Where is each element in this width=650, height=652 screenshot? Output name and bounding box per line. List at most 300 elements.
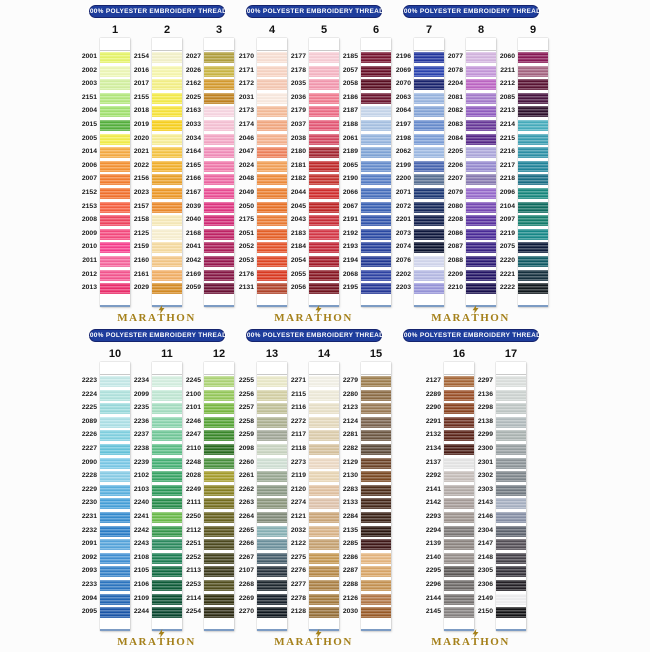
thread-color-swatch xyxy=(444,417,474,428)
thread-color-swatch xyxy=(100,147,130,158)
thread-color-swatch xyxy=(444,526,474,537)
thread-color-swatch xyxy=(444,553,474,564)
thread-code: 2145 xyxy=(425,608,441,616)
thread-color-swatch xyxy=(518,147,548,158)
thread-color-swatch xyxy=(204,553,234,564)
thread-code: 2196 xyxy=(395,53,411,60)
column-number-label: 7 xyxy=(425,24,433,36)
thread-code: 2223 xyxy=(81,377,97,384)
spool-columns xyxy=(235,23,392,307)
thread-code: 2036 xyxy=(290,93,306,101)
thread-code: 2030 xyxy=(342,608,358,616)
thread-color-swatch xyxy=(361,580,391,591)
thread-code: 2291 xyxy=(425,417,441,425)
thread-spool-strip xyxy=(100,38,130,307)
thread-color-swatch xyxy=(257,66,287,77)
marathon-logo: MARAT HON xyxy=(392,312,549,328)
logo-letter-t: T xyxy=(157,636,166,648)
thread-color-swatch xyxy=(152,283,182,294)
thread-chart-card xyxy=(78,329,235,649)
thread-code: 2181 xyxy=(290,161,306,169)
thread-code-list xyxy=(182,38,204,307)
thread-code: 2252 xyxy=(185,553,201,561)
thread-color-swatch xyxy=(100,566,130,577)
thread-color-swatch xyxy=(152,161,182,172)
thread-color-swatch xyxy=(309,594,339,605)
thread-code: 2194 xyxy=(342,256,358,264)
thread-code: 2051 xyxy=(238,229,254,237)
column-number-label: 16 xyxy=(452,348,466,360)
logo-letter-t: T xyxy=(314,312,323,324)
thread-color-swatch xyxy=(309,79,339,90)
thread-code: 2209 xyxy=(447,270,463,278)
thread-color-swatch xyxy=(309,458,339,469)
thread-code: 2273 xyxy=(290,458,306,466)
spool-column xyxy=(392,23,444,307)
thread-code: 2198 xyxy=(395,134,411,142)
thread-code: 2213 xyxy=(499,107,515,115)
thread-color-swatch xyxy=(361,376,391,387)
thread-code: 2269 xyxy=(238,594,254,602)
column-number-label: 11 xyxy=(161,348,173,360)
thread-color-swatch xyxy=(152,594,182,605)
thread-code: 2220 xyxy=(499,256,515,264)
thread-code: 2039 xyxy=(185,202,201,210)
thread-code: 2011 xyxy=(82,256,97,264)
thread-color-swatch xyxy=(204,485,234,496)
thread-color-swatch xyxy=(518,134,548,145)
thread-color-swatch xyxy=(257,403,287,414)
spool-cap-top xyxy=(257,38,287,51)
thread-code: 2154 xyxy=(133,53,149,60)
thread-code: 2284 xyxy=(342,512,358,520)
thread-code: 2025 xyxy=(185,93,201,101)
thread-color-swatch xyxy=(152,403,182,414)
thread-code: 2202 xyxy=(395,270,411,278)
thread-code-list xyxy=(78,38,100,307)
spool-cap-bottom xyxy=(496,621,526,631)
thread-code: 2127 xyxy=(425,377,441,384)
thread-code: 2098 xyxy=(238,444,254,452)
thread-chart-card xyxy=(392,5,549,325)
spool-cap-top xyxy=(152,362,182,375)
thread-color-swatch xyxy=(204,403,234,414)
thread-code: 2272 xyxy=(290,417,306,425)
thread-code: 2004 xyxy=(81,107,97,115)
thread-code: 2234 xyxy=(133,377,149,384)
thread-color-swatch xyxy=(466,188,496,199)
column-number-label: 4 xyxy=(268,24,276,36)
spool-cap-top xyxy=(361,38,391,51)
thread-code: 2069 xyxy=(395,66,411,74)
thread-code: 2162 xyxy=(185,80,201,88)
thread-code: 2221 xyxy=(499,270,515,278)
column-number-label: 5 xyxy=(320,24,328,36)
thread-color-swatch xyxy=(309,526,339,537)
thread-code: 2006 xyxy=(81,161,97,169)
thread-color-swatch xyxy=(152,566,182,577)
thread-code: 2285 xyxy=(342,540,358,548)
thread-color-swatch xyxy=(444,607,474,618)
thread-code: 2160 xyxy=(133,256,149,264)
thread-code: 2070 xyxy=(395,80,411,88)
thread-color-swatch xyxy=(100,106,130,117)
thread-code: 2019 xyxy=(133,120,149,128)
thread-code: 2206 xyxy=(447,161,463,169)
thread-color-swatch xyxy=(496,471,526,482)
thread-code: 2168 xyxy=(185,229,201,237)
column-number-label: 15 xyxy=(369,348,383,360)
card-header-banner: 100% POLYESTER EMBROIDERY THREAD xyxy=(403,5,539,18)
thread-color-swatch xyxy=(204,174,234,185)
thread-color-swatch xyxy=(152,229,182,240)
thread-code: 2152 xyxy=(81,188,97,196)
thread-code: 2071 xyxy=(395,188,411,196)
thread-color-swatch xyxy=(496,580,526,591)
thread-color-swatch xyxy=(100,498,130,509)
thread-color-swatch xyxy=(444,376,474,387)
thread-color-swatch xyxy=(361,498,391,509)
thread-code: 2100 xyxy=(185,390,201,398)
thread-code: 2115 xyxy=(291,390,306,398)
column-number-label: 13 xyxy=(265,348,279,360)
thread-color-swatch xyxy=(257,52,287,63)
thread-color-swatch xyxy=(100,79,130,90)
thread-code: 2002 xyxy=(81,66,97,74)
thread-code: 2001 xyxy=(81,53,97,60)
thread-color-swatch xyxy=(152,553,182,564)
thread-color-swatch xyxy=(414,52,444,63)
thread-color-swatch xyxy=(361,512,391,523)
thread-color-swatch xyxy=(361,242,391,253)
thread-color-swatch xyxy=(466,106,496,117)
thread-color-swatch xyxy=(100,607,130,618)
thread-code: 2047 xyxy=(238,148,254,156)
thread-code: 2263 xyxy=(238,499,254,507)
thread-color-swatch xyxy=(257,485,287,496)
thread-color-swatch xyxy=(257,594,287,605)
thread-color-swatch xyxy=(518,66,548,77)
thread-code: 2119 xyxy=(291,472,306,480)
thread-code: 2217 xyxy=(499,161,515,169)
thread-code: 2156 xyxy=(133,175,149,183)
thread-code: 2210 xyxy=(447,284,463,292)
thread-color-swatch xyxy=(100,270,130,281)
thread-code: 2288 xyxy=(342,580,358,588)
spool-column xyxy=(130,23,182,307)
thread-color-swatch xyxy=(152,270,182,281)
thread-color-swatch xyxy=(309,539,339,550)
thread-code: 2251 xyxy=(185,540,201,548)
card-header-banner: 100% POLYESTER EMBROIDERY THREAD xyxy=(403,329,539,342)
thread-code: 2161 xyxy=(133,270,149,278)
thread-color-swatch xyxy=(361,417,391,428)
thread-code: 2015 xyxy=(81,120,97,128)
spool-columns xyxy=(392,23,549,307)
thread-code: 2226 xyxy=(81,431,97,439)
thread-code: 2222 xyxy=(499,284,515,292)
thread-color-swatch xyxy=(100,512,130,523)
thread-code: 2205 xyxy=(447,148,463,156)
thread-code: 2112 xyxy=(186,526,201,534)
thread-color-swatch xyxy=(361,607,391,618)
thread-color-swatch xyxy=(152,66,182,77)
thread-code: 2151 xyxy=(81,93,97,101)
thread-color-swatch xyxy=(100,93,130,104)
thread-code: 2245 xyxy=(185,377,201,384)
spool-column xyxy=(287,23,339,307)
thread-color-swatch xyxy=(309,174,339,185)
thread-color-swatch xyxy=(257,134,287,145)
thread-color-swatch xyxy=(496,485,526,496)
thread-code: 2239 xyxy=(133,458,149,466)
thread-color-swatch xyxy=(309,106,339,117)
thread-code: 2061 xyxy=(342,134,358,142)
thread-code: 2247 xyxy=(185,431,201,439)
spool-cap-bottom xyxy=(100,621,130,631)
thread-color-swatch xyxy=(414,215,444,226)
thread-spool-strip xyxy=(100,362,130,631)
thread-code: 2215 xyxy=(499,134,515,142)
thread-code: 2076 xyxy=(395,256,411,264)
thread-color-swatch xyxy=(152,134,182,145)
thread-code-list xyxy=(287,38,309,307)
thread-color-swatch xyxy=(309,215,339,226)
thread-color-swatch xyxy=(444,485,474,496)
thread-color-swatch xyxy=(444,390,474,401)
spool-column-body xyxy=(287,38,339,307)
spool-cap-bottom xyxy=(309,621,339,631)
thread-color-swatch xyxy=(100,283,130,294)
thread-color-swatch xyxy=(152,52,182,63)
thread-color-swatch xyxy=(100,430,130,441)
logo-letter-t: T xyxy=(471,636,480,648)
thread-color-swatch xyxy=(466,161,496,172)
thread-color-swatch xyxy=(204,283,234,294)
thread-color-swatch xyxy=(466,66,496,77)
thread-code: 2190 xyxy=(342,175,358,183)
thread-code: 2106 xyxy=(133,580,149,588)
thread-color-swatch xyxy=(152,202,182,213)
thread-code: 2192 xyxy=(342,229,358,237)
thread-code: 2089 xyxy=(81,417,97,425)
thread-code: 2305 xyxy=(477,567,493,575)
card-header-banner: 100% POLYESTER EMBROIDERY THREAD xyxy=(89,5,225,18)
spool-column-body xyxy=(235,362,287,631)
thread-spool-strip xyxy=(466,38,496,307)
thread-code: 2179 xyxy=(290,107,306,115)
thread-color-swatch xyxy=(466,147,496,158)
thread-code: 2249 xyxy=(185,485,201,493)
thread-color-swatch xyxy=(257,120,287,131)
thread-code: 2144 xyxy=(425,594,441,602)
thread-color-swatch xyxy=(152,215,182,226)
thread-color-swatch xyxy=(496,376,526,387)
thread-code: 2270 xyxy=(238,608,254,616)
thread-code: 2296 xyxy=(425,580,441,588)
thread-code: 2052 xyxy=(238,243,254,251)
thread-code: 2148 xyxy=(477,553,493,561)
thread-color-swatch xyxy=(100,539,130,550)
thread-code: 2097 xyxy=(499,216,515,224)
spool-column-body xyxy=(444,38,496,307)
thread-code: 2003 xyxy=(81,80,97,88)
thread-code: 2267 xyxy=(238,553,254,561)
thread-code: 2016 xyxy=(133,66,149,74)
thread-color-swatch xyxy=(414,147,444,158)
thread-color-swatch xyxy=(414,202,444,213)
thread-color-swatch xyxy=(100,417,130,428)
thread-code: 2165 xyxy=(185,161,201,169)
thread-color-swatch xyxy=(309,430,339,441)
thread-code: 2055 xyxy=(290,270,306,278)
thread-color-swatch xyxy=(152,485,182,496)
thread-code: 2066 xyxy=(342,188,358,196)
thread-code: 2109 xyxy=(133,594,149,602)
spool-cap-top xyxy=(309,38,339,51)
thread-code: 2242 xyxy=(133,526,149,534)
thread-code: 2158 xyxy=(133,216,149,224)
thread-code: 2229 xyxy=(81,485,97,493)
lightning-bolt-icon xyxy=(158,629,165,638)
thread-color-swatch xyxy=(466,52,496,63)
thread-color-swatch xyxy=(361,229,391,240)
thread-code: 2262 xyxy=(238,485,254,493)
thread-color-swatch xyxy=(518,202,548,213)
thread-color-swatch xyxy=(100,485,130,496)
thread-code: 2180 xyxy=(290,148,306,156)
spool-cap-bottom xyxy=(466,297,496,307)
thread-spool-strip xyxy=(361,38,391,307)
thread-color-swatch xyxy=(496,539,526,550)
thread-code: 2038 xyxy=(290,134,306,142)
thread-spool-strip xyxy=(414,38,444,307)
lightning-bolt-icon xyxy=(472,305,479,314)
thread-code: 2166 xyxy=(185,175,201,183)
thread-code: 2238 xyxy=(133,444,149,452)
thread-code: 2286 xyxy=(342,553,358,561)
thread-code: 2104 xyxy=(499,202,515,210)
thread-code: 2075 xyxy=(499,243,515,251)
thread-code: 2068 xyxy=(342,270,358,278)
thread-chart-card xyxy=(235,5,392,325)
thread-code: 2250 xyxy=(185,512,201,520)
thread-code: 2135 xyxy=(342,526,358,534)
thread-code: 2254 xyxy=(185,608,201,616)
thread-code: 2042 xyxy=(185,256,201,264)
thread-color-swatch xyxy=(309,566,339,577)
thread-color-swatch xyxy=(204,580,234,591)
thread-code: 2193 xyxy=(342,243,358,251)
thread-code: 2091 xyxy=(81,540,97,548)
thread-code: 2103 xyxy=(133,485,149,493)
thread-code: 2121 xyxy=(290,512,306,520)
thread-color-swatch xyxy=(204,188,234,199)
thread-code: 2093 xyxy=(81,567,97,575)
thread-code: 2060 xyxy=(499,53,515,60)
thread-color-swatch xyxy=(361,270,391,281)
thread-color-swatch xyxy=(518,79,548,90)
thread-code: 2122 xyxy=(290,540,306,548)
thread-color-swatch xyxy=(152,580,182,591)
logo-letter-t: T xyxy=(471,312,480,324)
thread-color-swatch xyxy=(309,553,339,564)
spool-columns xyxy=(392,347,549,631)
thread-code: 2088 xyxy=(447,256,463,264)
thread-code: 2259 xyxy=(238,431,254,439)
spool-column xyxy=(422,347,474,631)
spool-cap-top xyxy=(496,362,526,375)
thread-color-swatch xyxy=(518,161,548,172)
thread-color-swatch xyxy=(152,188,182,199)
thread-code: 2123 xyxy=(342,404,358,412)
thread-code: 2302 xyxy=(477,472,493,480)
thread-color-swatch xyxy=(466,229,496,240)
thread-code: 2174 xyxy=(238,120,254,128)
thread-code: 2173 xyxy=(238,107,254,115)
thread-code: 2065 xyxy=(342,161,358,169)
thread-code: 2255 xyxy=(238,377,254,384)
thread-color-swatch xyxy=(361,471,391,482)
lightning-bolt-icon xyxy=(158,305,165,314)
thread-color-swatch xyxy=(309,390,339,401)
spool-column-body xyxy=(474,362,526,631)
thread-spool-strip xyxy=(204,38,234,307)
thread-code: 2300 xyxy=(477,444,493,452)
thread-color-swatch xyxy=(444,403,474,414)
thread-code: 2074 xyxy=(395,243,411,251)
thread-code: 2159 xyxy=(133,243,149,251)
thread-code: 2258 xyxy=(238,417,254,425)
thread-code: 2111 xyxy=(186,499,201,507)
thread-color-swatch xyxy=(414,161,444,172)
thread-color-swatch xyxy=(100,444,130,455)
thread-code: 2204 xyxy=(447,80,463,88)
thread-color-swatch xyxy=(204,93,234,104)
thread-code: 2067 xyxy=(342,202,358,210)
thread-code: 2080 xyxy=(447,202,463,210)
thread-color-swatch xyxy=(152,174,182,185)
thread-code: 2253 xyxy=(185,580,201,588)
thread-color-swatch xyxy=(518,106,548,117)
thread-color-swatch xyxy=(414,106,444,117)
thread-color-swatch xyxy=(496,594,526,605)
thread-spool-strip xyxy=(152,38,182,307)
thread-color-swatch xyxy=(466,120,496,131)
thread-color-swatch xyxy=(204,594,234,605)
column-number-label: 17 xyxy=(504,348,518,360)
thread-code: 2169 xyxy=(185,270,201,278)
thread-code: 2045 xyxy=(290,202,306,210)
thread-code: 2017 xyxy=(133,80,149,88)
thread-color-swatch xyxy=(414,188,444,199)
thread-code: 2191 xyxy=(342,216,358,224)
thread-code: 2246 xyxy=(185,417,201,425)
thread-color-swatch xyxy=(414,79,444,90)
thread-color-swatch xyxy=(518,188,548,199)
thread-color-swatch xyxy=(444,458,474,469)
thread-code: 2072 xyxy=(395,202,411,210)
thread-code-list xyxy=(392,38,414,307)
spool-cap-bottom xyxy=(414,297,444,307)
thread-color-swatch xyxy=(152,256,182,267)
thread-code: 2131 xyxy=(238,284,254,292)
thread-code: 2013 xyxy=(81,284,97,292)
thread-code: 2079 xyxy=(447,188,463,196)
thread-color-swatch xyxy=(361,403,391,414)
thread-code: 2185 xyxy=(342,53,358,60)
thread-code: 2295 xyxy=(425,567,441,575)
